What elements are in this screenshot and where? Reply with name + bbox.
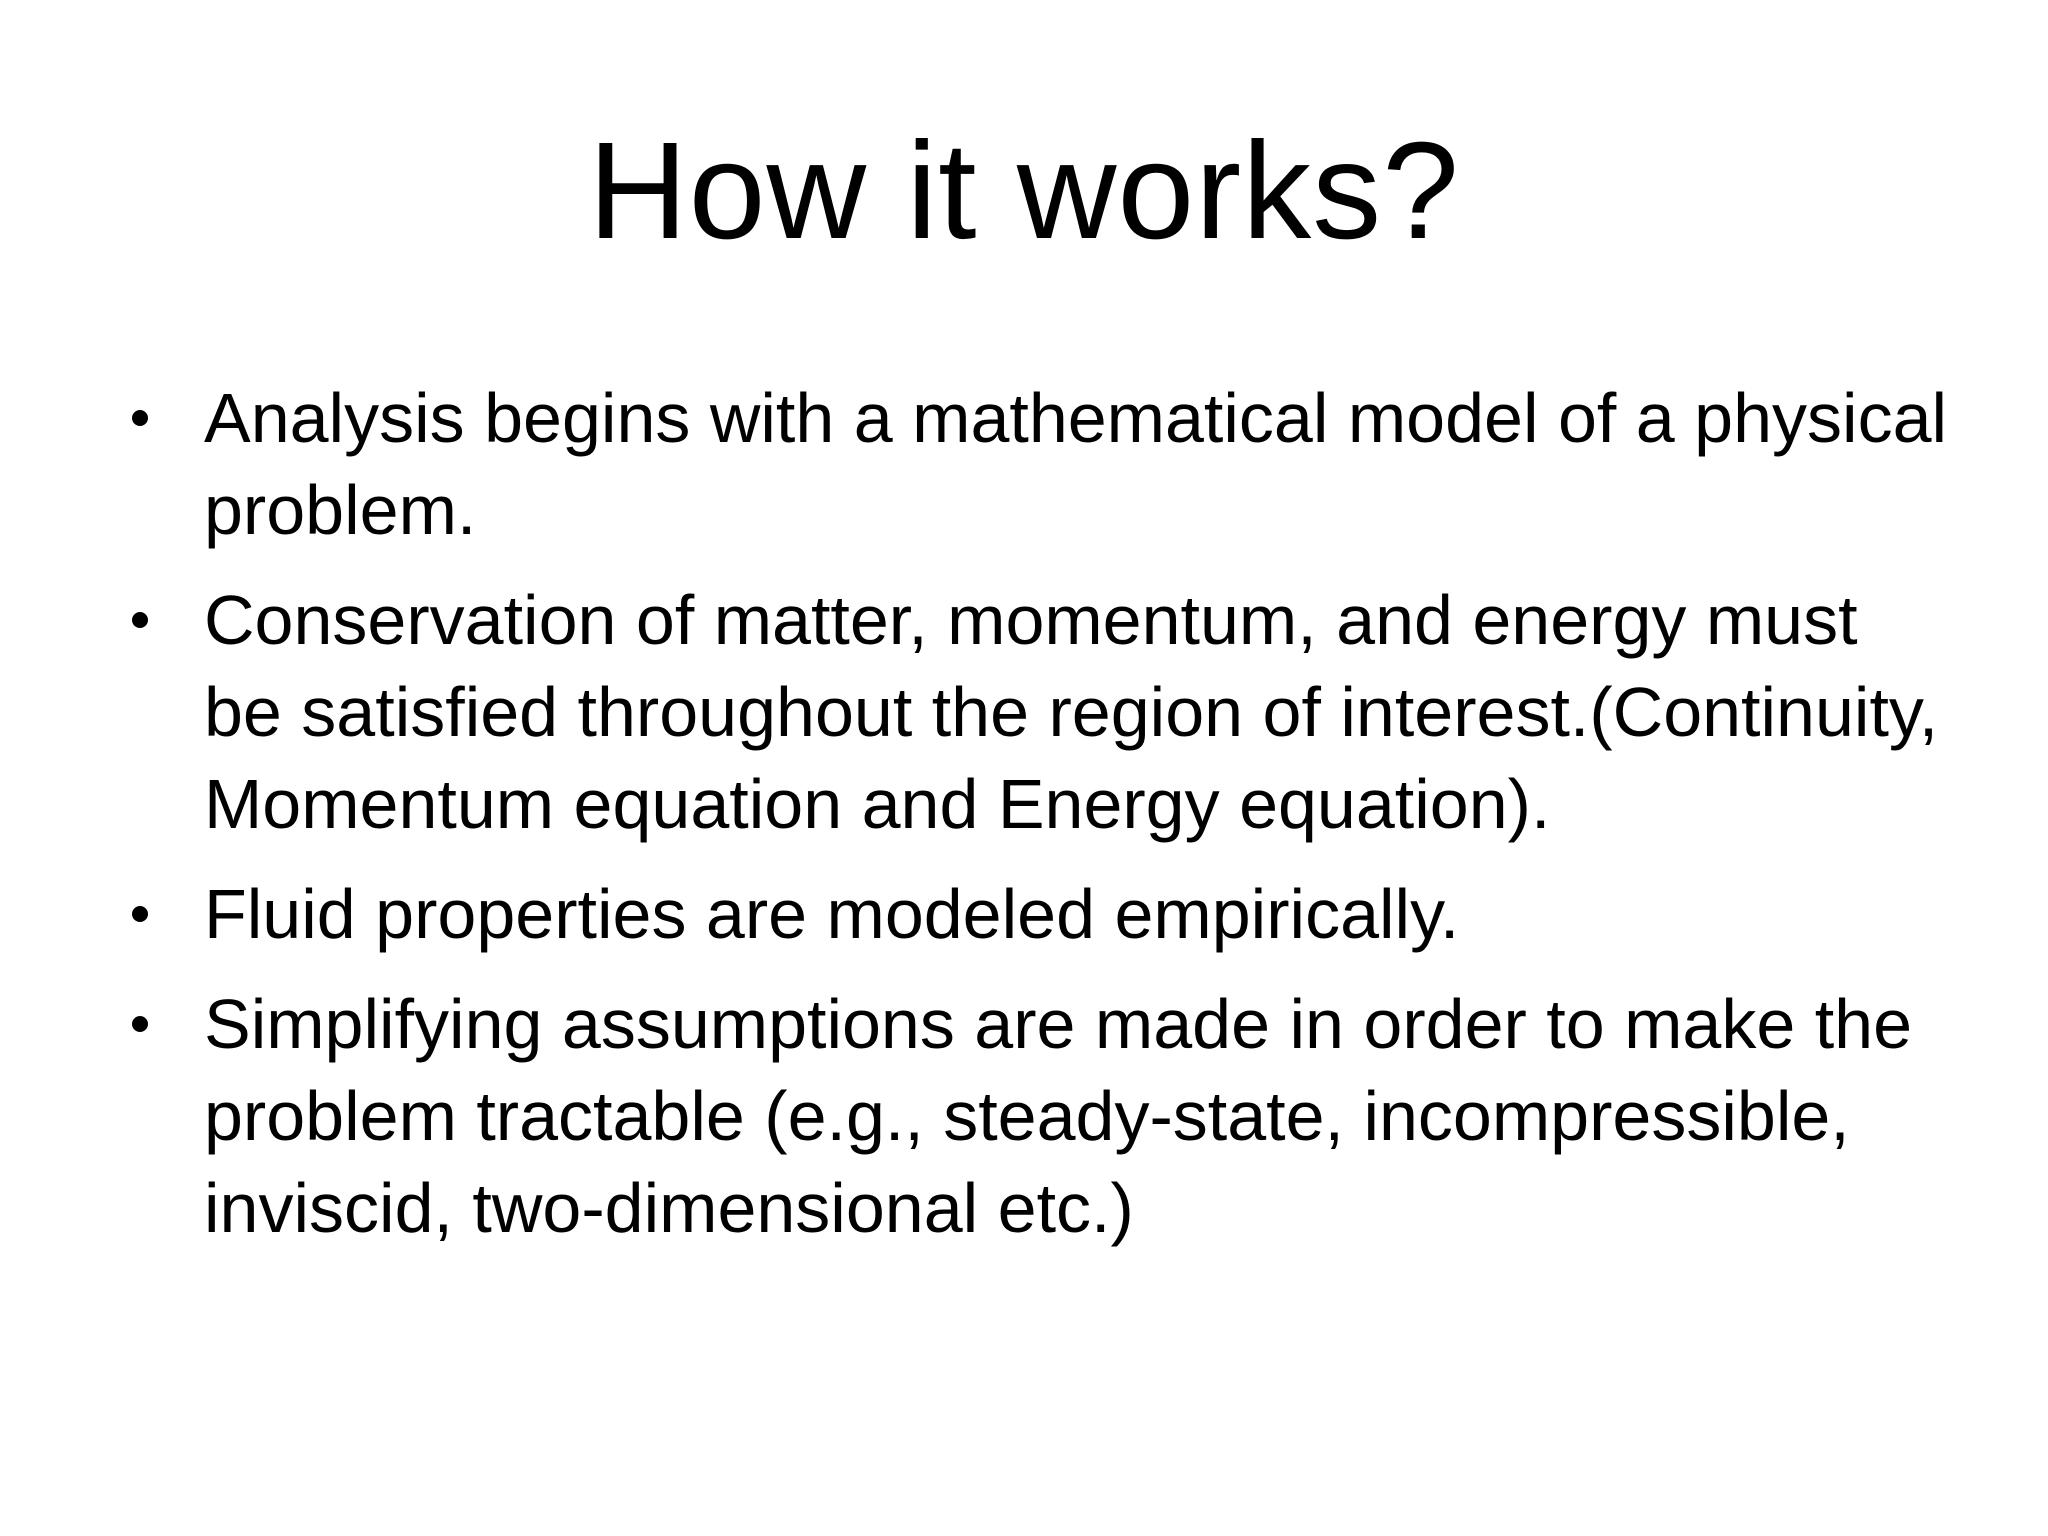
bullet-item xyxy=(124,372,1954,556)
bullet-dot-icon xyxy=(124,978,164,1070)
bullet-dot-icon xyxy=(124,372,164,464)
bullet-item xyxy=(124,978,1954,1254)
bullet-list xyxy=(124,372,1954,1272)
bullet-text: Analysis begins with a mathematical model of a physical problem. xyxy=(204,379,1948,549)
bullet-text: Fluid properties are modeled empirically. xyxy=(204,875,1460,953)
bullet-item xyxy=(124,868,1954,960)
bullet-text: Conservation of matter, momentum, and energy must be satisfied throughout the region of interest.(Continuity, Momentum equation and Energy equation). xyxy=(204,581,1939,843)
bullet-dot-icon xyxy=(124,574,164,666)
bullet-text: Simplifying assumptions are made in order to make the problem tractable (e.g., steady-state, incompressible, inviscid, two-dimensional etc.) xyxy=(204,985,1913,1247)
bullet-item xyxy=(124,574,1954,850)
bullet-dot-icon xyxy=(124,868,164,960)
slide-title: How it works? xyxy=(588,114,1460,268)
